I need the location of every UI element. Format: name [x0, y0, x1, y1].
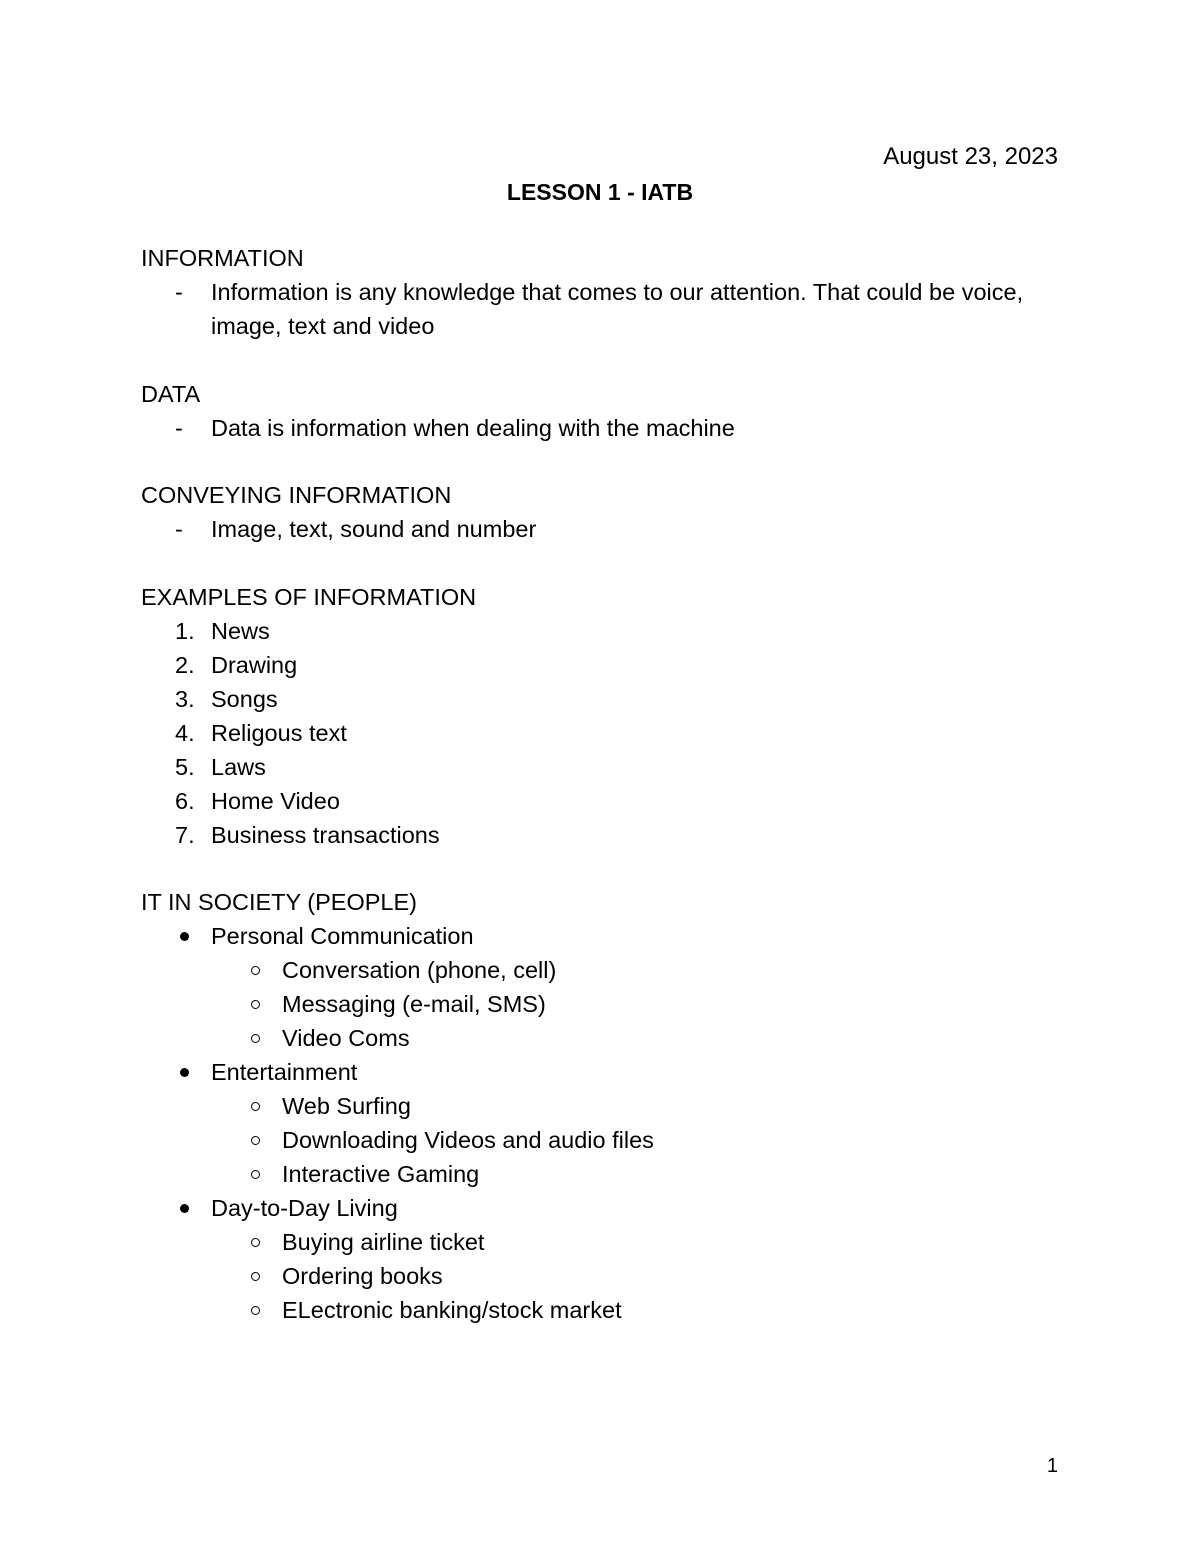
sub-bullet-text: Buying airline ticket: [282, 1229, 485, 1255]
numbered-item: [141, 648, 1041, 682]
item-number: 1.: [175, 617, 195, 644]
bullet-item: [141, 919, 1041, 953]
document-title: LESSON 1 - IATB: [506, 179, 694, 205]
sub-bullet-text: Video Coms: [282, 1025, 410, 1051]
list-item-text: Information is any knowledge that comes to our attention. That could be voice, image, text and video: [211, 279, 1024, 339]
sub-bullet-item: [141, 1123, 1041, 1157]
list-item-text: Songs: [211, 685, 278, 712]
sub-bullet-item: [141, 987, 1041, 1021]
section-data: [141, 377, 1041, 445]
section-examples: [141, 580, 1041, 852]
hollow-circle-bullet-icon: [251, 1034, 260, 1043]
hollow-circle-bullet-icon: [251, 1000, 260, 1009]
list-item-text: Religous text: [211, 719, 347, 746]
sub-bullet-text: Downloading Videos and audio files: [282, 1127, 654, 1153]
section-it-in-society: [141, 885, 1041, 1327]
hollow-circle-bullet-icon: [251, 1102, 260, 1111]
section-heading: INFORMATION: [141, 245, 304, 271]
list-item-text: Laws: [211, 753, 266, 780]
dash-marker: -: [175, 279, 183, 305]
item-number: 2.: [175, 651, 195, 678]
sub-bullet-text: Messaging (e-mail, SMS): [282, 991, 546, 1017]
hollow-circle-bullet-icon: [251, 1306, 260, 1315]
list-item-text: Home Video: [211, 787, 340, 814]
filled-bullet-icon: [180, 1204, 189, 1213]
list-item-text: Data is information when dealing with the machine: [211, 414, 735, 441]
dash-marker: -: [175, 516, 183, 542]
document-body: [141, 241, 1041, 1361]
item-number: 7.: [175, 821, 195, 848]
sub-bullet-item: [141, 1293, 1041, 1327]
sub-bullet-item: [141, 1021, 1041, 1055]
item-number: 6.: [175, 787, 195, 814]
numbered-item: [141, 614, 1041, 648]
numbered-item: [141, 784, 1041, 818]
page-number: 1: [1046, 1455, 1058, 1477]
filled-bullet-icon: [180, 1068, 189, 1077]
list-item: [141, 411, 1041, 445]
list-item-text: Business transactions: [211, 821, 440, 848]
numbered-item: [141, 818, 1041, 852]
item-number: 3.: [175, 685, 195, 712]
section-heading: DATA: [141, 380, 201, 407]
bullet-item: [141, 1055, 1041, 1089]
list-item: [141, 512, 1041, 546]
bullet-item-text: Day-to-Day Living: [211, 1195, 398, 1221]
sub-bullet-item: [141, 1225, 1041, 1259]
sub-bullet-text: Ordering books: [282, 1263, 443, 1289]
section-conveying-information: [141, 478, 1041, 546]
document-date: August 23, 2023: [883, 143, 1058, 170]
dash-marker: -: [175, 414, 183, 441]
bullet-item-text: Entertainment: [211, 1059, 358, 1085]
sub-bullet-text: ELectronic banking/stock market: [282, 1297, 622, 1323]
section-information: [141, 241, 1041, 343]
item-number: 5.: [175, 753, 195, 780]
list-item-text: Drawing: [211, 651, 298, 678]
sub-bullet-item: [141, 953, 1041, 987]
list-item-text: News: [211, 617, 270, 644]
section-heading: CONVEYING INFORMATION: [141, 482, 452, 508]
section-heading: EXAMPLES OF INFORMATION: [141, 583, 477, 610]
sub-bullet-item: [141, 1157, 1041, 1191]
bullet-item-text: Personal Communication: [211, 923, 474, 949]
hollow-circle-bullet-icon: [251, 966, 260, 975]
list-item: [141, 275, 1041, 343]
sub-bullet-item: [141, 1259, 1041, 1293]
numbered-item: [141, 682, 1041, 716]
sub-bullet-text: Conversation (phone, cell): [282, 957, 557, 983]
item-number: 4.: [175, 719, 195, 746]
hollow-circle-bullet-icon: [251, 1238, 260, 1247]
hollow-circle-bullet-icon: [251, 1170, 260, 1179]
sub-bullet-text: Web Surfing: [282, 1093, 411, 1119]
sub-bullet-item: [141, 1089, 1041, 1123]
sub-bullet-text: Interactive Gaming: [282, 1161, 480, 1187]
section-heading: IT IN SOCIETY (PEOPLE): [141, 889, 417, 915]
hollow-circle-bullet-icon: [251, 1136, 260, 1145]
bullet-item: [141, 1191, 1041, 1225]
filled-bullet-icon: [180, 932, 189, 941]
hollow-circle-bullet-icon: [251, 1272, 260, 1281]
list-item-text: Image, text, sound and number: [211, 516, 537, 542]
numbered-item: [141, 716, 1041, 750]
numbered-item: [141, 750, 1041, 784]
